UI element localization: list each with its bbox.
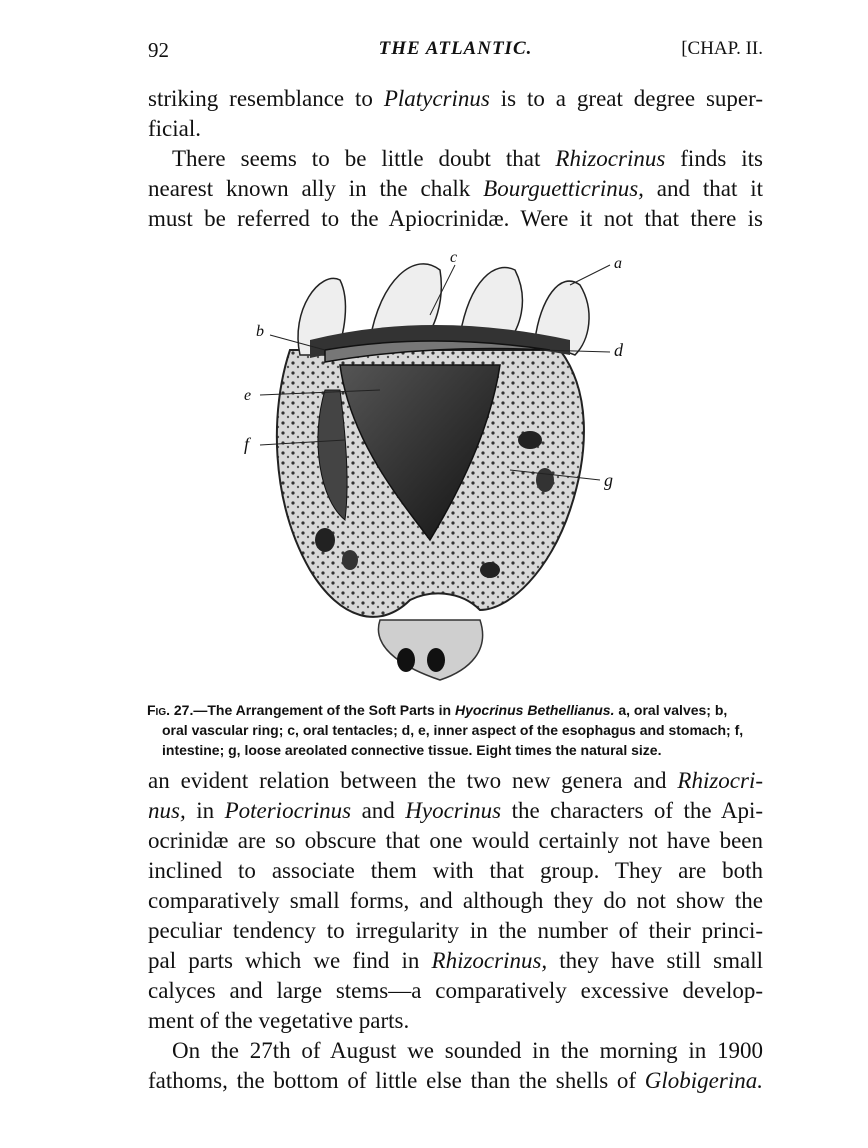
figure-label-d: d [614,340,623,360]
figure-caption [147,700,763,760]
tissue-cell [342,550,358,570]
stem-ossicle [397,648,415,672]
text-line: comparatively small forms, and although they do not show the [148,888,763,913]
text-line: striking resemblance to Platycrinus is to a great degree super- [148,86,763,111]
caption-line: intestine; g, loose areolated connective tissue. Eight times the natural size. [162,742,662,758]
text-line: inclined to associate them with that group. They are both [148,858,763,883]
figure-label-g: g [604,470,613,490]
figure-label-f: f [244,434,250,454]
leader-line [570,265,610,285]
tissue-cell [536,468,554,492]
crinoid-illustration [230,240,660,700]
caption-line: Fig. 27.—The Arrangement of the Soft Parts in Hyocrinus Bethellianus. a, oral valves; b, [147,702,728,718]
paragraph-3 [148,766,763,1036]
tissue-cell [518,431,542,449]
figure-label-a: a [614,255,622,272]
figure-label-b: b [256,323,264,340]
paragraph-1 [148,84,763,144]
text-line: There seems to be little doubt that Rhizocrinus finds its [172,146,763,171]
text-line: peculiar tendency to irregularity in the number of their princi- [148,918,763,943]
figure-number: Fig. 27. [147,702,194,718]
figure-label-e: e [244,387,252,404]
text-line: On the 27th of August we sounded in the morning in 1900 [172,1038,763,1063]
text-line: ficial. [148,116,201,141]
text-line: nus, in Poteriocrinus and Hyocrinus the characters of the Api- [148,798,764,823]
text-line: calyces and large stems—a comparatively excessive develop- [148,978,763,1003]
text-line: fathoms, the bottom of little else than the shells of Globigerina. [148,1068,763,1093]
running-title: THE ATLANTIC. [378,38,533,59]
text-line: nearest known ally in the chalk Bourguetticrinus, and that it [148,176,763,201]
chapter-marker: [CHAP. II. [681,38,763,59]
figure-label-c: c [450,249,458,266]
text-line: pal parts which we find in Rhizocrinus, they have still small [148,948,764,973]
tissue-cell [480,562,500,578]
caption-line: oral vascular ring; c, oral tentacles; d, e, inner aspect of the esophagus and stomach; f, [162,722,744,738]
text-line: ocrinidæ are so obscure that one would certainly not have been [148,828,763,853]
page-header [148,38,763,68]
text-line: ment of the vegetative parts. [148,1008,410,1033]
stem-ossicle [427,648,445,672]
paragraph-2 [148,144,763,234]
stem-base [378,620,482,680]
paragraph-4 [148,1036,763,1096]
tissue-cell [315,528,335,552]
page-number: 92 [148,38,169,62]
text-line: an evident relation between the two new genera and Rhizocri- [148,768,763,793]
text-line: must be referred to the Apiocrinidæ. Were it not that there is [148,206,763,231]
